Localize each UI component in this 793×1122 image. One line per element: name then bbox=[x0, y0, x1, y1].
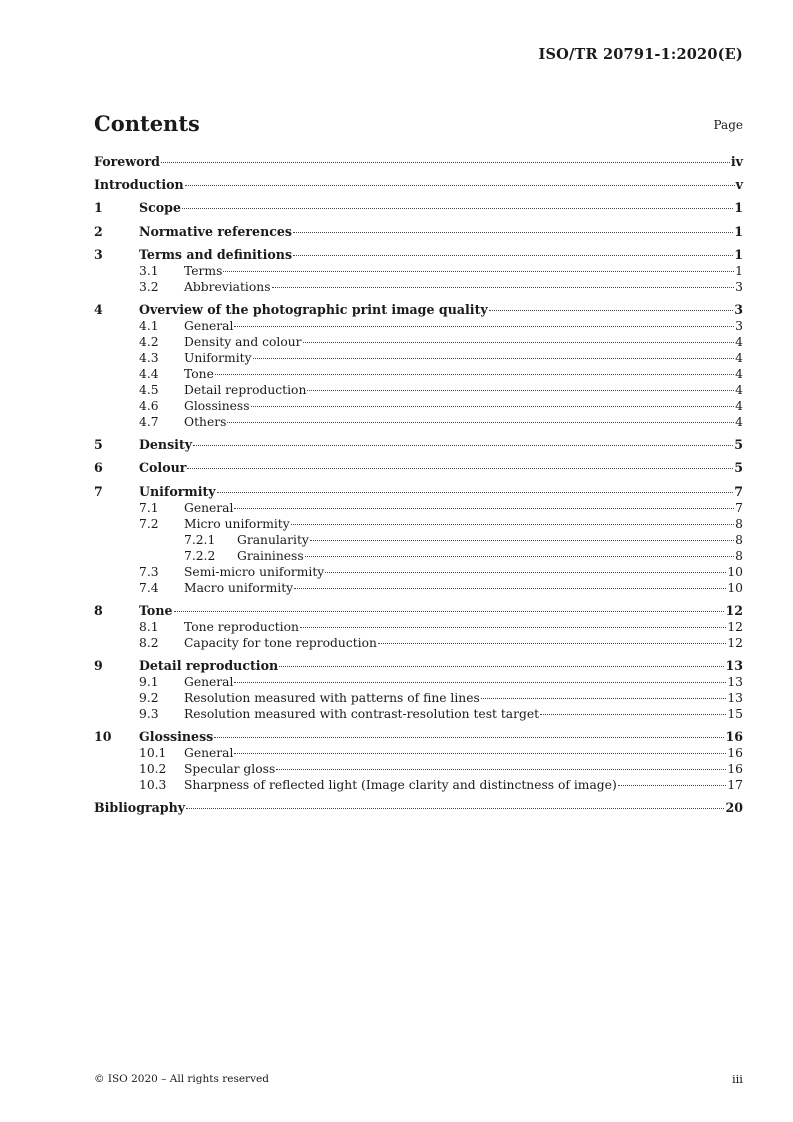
toc-entry-title: Micro uniformity bbox=[184, 516, 290, 531]
toc-entry-number: 3 bbox=[94, 246, 103, 262]
toc-entry-number: 7 bbox=[94, 483, 103, 499]
toc-entry[interactable] bbox=[94, 706, 743, 722]
toc-entry-page: iv bbox=[730, 154, 743, 169]
toc-entry-page: 4 bbox=[735, 350, 743, 365]
toc-entry-number: 3.2 bbox=[139, 279, 159, 294]
toc-entry[interactable] bbox=[94, 580, 743, 596]
toc-entry[interactable] bbox=[94, 154, 743, 170]
toc-entry-number: 4.1 bbox=[139, 318, 159, 333]
toc-entry[interactable] bbox=[94, 263, 743, 279]
toc-entry-number: 1 bbox=[94, 200, 103, 216]
toc-entry-page: 8 bbox=[735, 548, 743, 563]
toc-entry-page: 12 bbox=[725, 602, 743, 618]
toc-entry[interactable] bbox=[94, 302, 743, 318]
toc-entry[interactable] bbox=[94, 398, 743, 414]
toc-entry-page: v bbox=[735, 177, 743, 193]
dot-leader bbox=[300, 627, 726, 628]
toc-entry-title: Abbreviations bbox=[184, 279, 271, 294]
dot-leader bbox=[161, 162, 730, 163]
toc-entry-number: 7.2 bbox=[139, 516, 159, 531]
toc-entry-number: 10.2 bbox=[139, 762, 167, 777]
dot-leader bbox=[234, 682, 726, 683]
dot-leader bbox=[310, 540, 734, 541]
toc-entry[interactable] bbox=[94, 350, 743, 366]
toc-entry-page: 7 bbox=[735, 500, 743, 515]
dot-leader bbox=[276, 769, 726, 770]
toc-entry-number: 4.7 bbox=[139, 414, 159, 429]
dot-leader bbox=[253, 358, 735, 359]
dot-leader bbox=[291, 524, 734, 525]
dot-leader bbox=[227, 422, 734, 423]
toc-entry-page: 4 bbox=[735, 366, 743, 381]
toc-entry-title: Resolution measured with contrast-resolution test target bbox=[184, 706, 540, 721]
toc-entry-title: Normative references bbox=[139, 223, 293, 239]
toc-entry-number: 5 bbox=[94, 437, 103, 453]
toc-entry-number: 4.6 bbox=[139, 398, 159, 413]
toc-entry-page: 7 bbox=[734, 483, 743, 499]
toc-entry[interactable] bbox=[94, 437, 743, 453]
toc-entry[interactable] bbox=[94, 279, 743, 295]
toc-entry[interactable] bbox=[94, 414, 743, 430]
toc-entry-number: 10 bbox=[94, 729, 112, 745]
dot-leader bbox=[303, 342, 735, 343]
toc-entry-title: Introduction bbox=[94, 177, 184, 193]
toc-entry-title: Terms and definitions bbox=[139, 246, 293, 262]
toc-entry-title: Semi-micro uniformity bbox=[184, 564, 325, 579]
toc-entry[interactable] bbox=[94, 460, 743, 476]
toc-entry-title: Sharpness of reflected light (Image clarity and distinctness of image) bbox=[184, 778, 617, 793]
toc-entry[interactable] bbox=[94, 334, 743, 350]
toc-entry-title: Density bbox=[139, 437, 193, 453]
toc-entry-page: 16 bbox=[727, 762, 743, 777]
dot-leader bbox=[481, 698, 727, 699]
toc-entry-page: 13 bbox=[727, 674, 743, 689]
toc-entry-title: Granularity bbox=[237, 532, 309, 547]
toc-entry[interactable] bbox=[94, 500, 743, 516]
toc-entry-page: 8 bbox=[735, 516, 743, 531]
toc-entry-number: 7.2.1 bbox=[184, 532, 216, 547]
toc-entry-title: Glossiness bbox=[139, 729, 214, 745]
toc-entry[interactable] bbox=[94, 224, 743, 240]
dot-leader bbox=[234, 508, 734, 509]
toc-entry-number: 7.3 bbox=[139, 564, 159, 579]
toc-entry-title: General bbox=[184, 674, 234, 689]
toc-entry-page: 17 bbox=[727, 778, 743, 793]
toc-entry-number: 6 bbox=[94, 460, 103, 476]
toc-entry-number: 8.2 bbox=[139, 635, 159, 650]
toc-entry-page: 3 bbox=[735, 279, 743, 294]
toc-entry[interactable] bbox=[94, 729, 743, 745]
toc-entry-number: 7.1 bbox=[139, 500, 159, 515]
toc-entry[interactable] bbox=[94, 777, 743, 793]
toc-entry-page: 1 bbox=[734, 246, 743, 262]
contents-heading: Contents bbox=[94, 111, 200, 136]
toc-entry-title: Uniformity bbox=[184, 350, 252, 365]
toc-entry[interactable] bbox=[94, 548, 743, 564]
toc-entry-page: 4 bbox=[735, 382, 743, 397]
toc-entry-page: 5 bbox=[734, 437, 743, 453]
dot-leader bbox=[294, 588, 726, 589]
toc-entry-page: 10 bbox=[727, 564, 743, 579]
toc-entry-page: 20 bbox=[725, 800, 743, 816]
dot-leader bbox=[214, 737, 724, 738]
toc-entry-page: 5 bbox=[734, 460, 743, 476]
toc-entry-title: Density and colour bbox=[184, 334, 302, 349]
dot-leader bbox=[272, 287, 735, 288]
toc-entry-number: 4.4 bbox=[139, 366, 159, 381]
toc-entry-title: Tone bbox=[184, 366, 214, 381]
toc-entry[interactable] bbox=[94, 532, 743, 548]
dot-leader bbox=[540, 714, 726, 715]
toc-entry-number: 2 bbox=[94, 223, 103, 239]
toc-entry-page: 1 bbox=[734, 223, 743, 239]
toc-entry-number: 4.3 bbox=[139, 350, 159, 365]
toc-entry-number: 10.1 bbox=[139, 746, 167, 761]
dot-leader bbox=[186, 808, 724, 809]
toc-entry[interactable] bbox=[94, 745, 743, 761]
toc-entry-page: 16 bbox=[725, 729, 743, 745]
copyright-notice: © ISO 2020 – All rights reserved bbox=[94, 1073, 269, 1085]
toc-entry-page: 13 bbox=[725, 657, 743, 673]
dot-leader bbox=[234, 753, 726, 754]
toc-entry-page: 10 bbox=[727, 580, 743, 595]
toc-entry[interactable] bbox=[94, 761, 743, 777]
toc-entry-title: Resolution measured with patterns of fine lines bbox=[184, 690, 480, 705]
toc-entry-page: 12 bbox=[727, 619, 743, 634]
toc-entry-title: Foreword bbox=[94, 154, 160, 169]
toc-entry[interactable] bbox=[94, 690, 743, 706]
toc-entry[interactable] bbox=[94, 516, 743, 532]
toc-entry-title: Macro uniformity bbox=[184, 580, 294, 595]
toc-entry-title: General bbox=[184, 500, 234, 515]
toc-entry-number: 4 bbox=[94, 301, 103, 317]
toc-entry[interactable] bbox=[94, 366, 743, 382]
toc-entry-number: 8.1 bbox=[139, 619, 159, 634]
dot-leader bbox=[174, 611, 725, 612]
toc-entry[interactable] bbox=[94, 635, 743, 651]
toc-entry-number: 9.3 bbox=[139, 706, 159, 721]
toc-entry-number: 7.4 bbox=[139, 580, 159, 595]
toc-entry-page: 1 bbox=[735, 263, 743, 278]
dot-leader bbox=[325, 572, 726, 573]
toc-entry-title: General bbox=[184, 746, 234, 761]
dot-leader bbox=[251, 406, 735, 407]
toc-entry-title: Capacity for tone reproduction bbox=[184, 635, 377, 650]
toc-entry-title: Colour bbox=[139, 460, 187, 476]
toc-entry-number: 9.2 bbox=[139, 690, 159, 705]
toc-entry[interactable] bbox=[94, 484, 743, 500]
toc-entry-page: 13 bbox=[727, 690, 743, 705]
toc-entry-number: 4.5 bbox=[139, 382, 159, 397]
toc-entry-page: 4 bbox=[735, 334, 743, 349]
toc-entry-title: Glossiness bbox=[184, 398, 250, 413]
toc-entry-title: Tone bbox=[139, 602, 173, 618]
page-number: iii bbox=[731, 1072, 743, 1086]
toc-entry[interactable] bbox=[94, 619, 743, 635]
toc-entry-number: 4.2 bbox=[139, 334, 159, 349]
toc-entry-title: Specular gloss bbox=[184, 762, 276, 777]
toc-entry-title: Bibliography bbox=[94, 800, 186, 816]
dot-leader bbox=[307, 390, 734, 391]
toc-entry-title: Uniformity bbox=[139, 483, 216, 499]
toc-entry-number: 9.1 bbox=[139, 674, 159, 689]
toc-entry-title: General bbox=[184, 318, 234, 333]
dot-leader bbox=[182, 208, 733, 209]
toc-entry[interactable] bbox=[94, 200, 743, 216]
toc-entry-title: Scope bbox=[139, 200, 181, 216]
toc-entry-title: Others bbox=[184, 414, 227, 429]
toc-entry-page: 15 bbox=[727, 706, 743, 721]
toc-entry-page: 3 bbox=[734, 301, 743, 317]
toc-entry-number: 10.3 bbox=[139, 778, 167, 793]
dot-leader bbox=[378, 643, 726, 644]
toc-entry[interactable] bbox=[94, 674, 743, 690]
toc-entry[interactable] bbox=[94, 382, 743, 398]
toc-entry[interactable] bbox=[94, 318, 743, 334]
dot-leader bbox=[215, 374, 734, 375]
dot-leader bbox=[217, 492, 734, 493]
toc-entry-page: 4 bbox=[735, 398, 743, 413]
toc-entry-number: 9 bbox=[94, 657, 103, 673]
toc-entry-number: 3.1 bbox=[139, 263, 159, 278]
document-id: ISO/TR 20791-1:2020(E) bbox=[538, 46, 743, 63]
dot-leader bbox=[293, 232, 733, 233]
dot-leader bbox=[193, 445, 733, 446]
toc-entry-title: Terms bbox=[184, 263, 223, 278]
dot-leader bbox=[234, 326, 734, 327]
toc-entry[interactable] bbox=[94, 247, 743, 263]
dot-leader bbox=[618, 785, 727, 786]
toc-entry-title: Tone reproduction bbox=[184, 619, 299, 634]
dot-leader bbox=[489, 310, 734, 311]
toc-entry-title: Overview of the photographic print image quality bbox=[139, 301, 488, 317]
dot-leader bbox=[185, 185, 735, 186]
toc-entry-title: Detail reproduction bbox=[139, 657, 279, 673]
dot-leader bbox=[293, 255, 733, 256]
toc-entry-page: 16 bbox=[727, 746, 743, 761]
toc-entry-title: Graininess bbox=[237, 548, 304, 563]
toc-entry[interactable] bbox=[94, 177, 743, 193]
page-column-label: Page bbox=[713, 118, 743, 132]
toc-entry[interactable] bbox=[94, 658, 743, 674]
toc-entry[interactable] bbox=[94, 800, 743, 816]
toc-entry[interactable] bbox=[94, 603, 743, 619]
dot-leader bbox=[279, 666, 724, 667]
toc-entry-page: 12 bbox=[727, 635, 743, 650]
toc-entry[interactable] bbox=[94, 564, 743, 580]
toc-entry-number: 7.2.2 bbox=[184, 548, 216, 563]
dot-leader bbox=[223, 271, 734, 272]
toc-entry-title: Detail reproduction bbox=[184, 382, 307, 397]
toc-entry-page: 4 bbox=[735, 414, 743, 429]
toc-entry-page: 3 bbox=[735, 318, 743, 333]
dot-leader bbox=[187, 468, 733, 469]
table-of-contents bbox=[94, 154, 743, 816]
toc-entry-page: 8 bbox=[735, 532, 743, 547]
toc-entry-number: 8 bbox=[94, 602, 103, 618]
dot-leader bbox=[305, 556, 735, 557]
toc-entry-page: 1 bbox=[734, 200, 743, 216]
